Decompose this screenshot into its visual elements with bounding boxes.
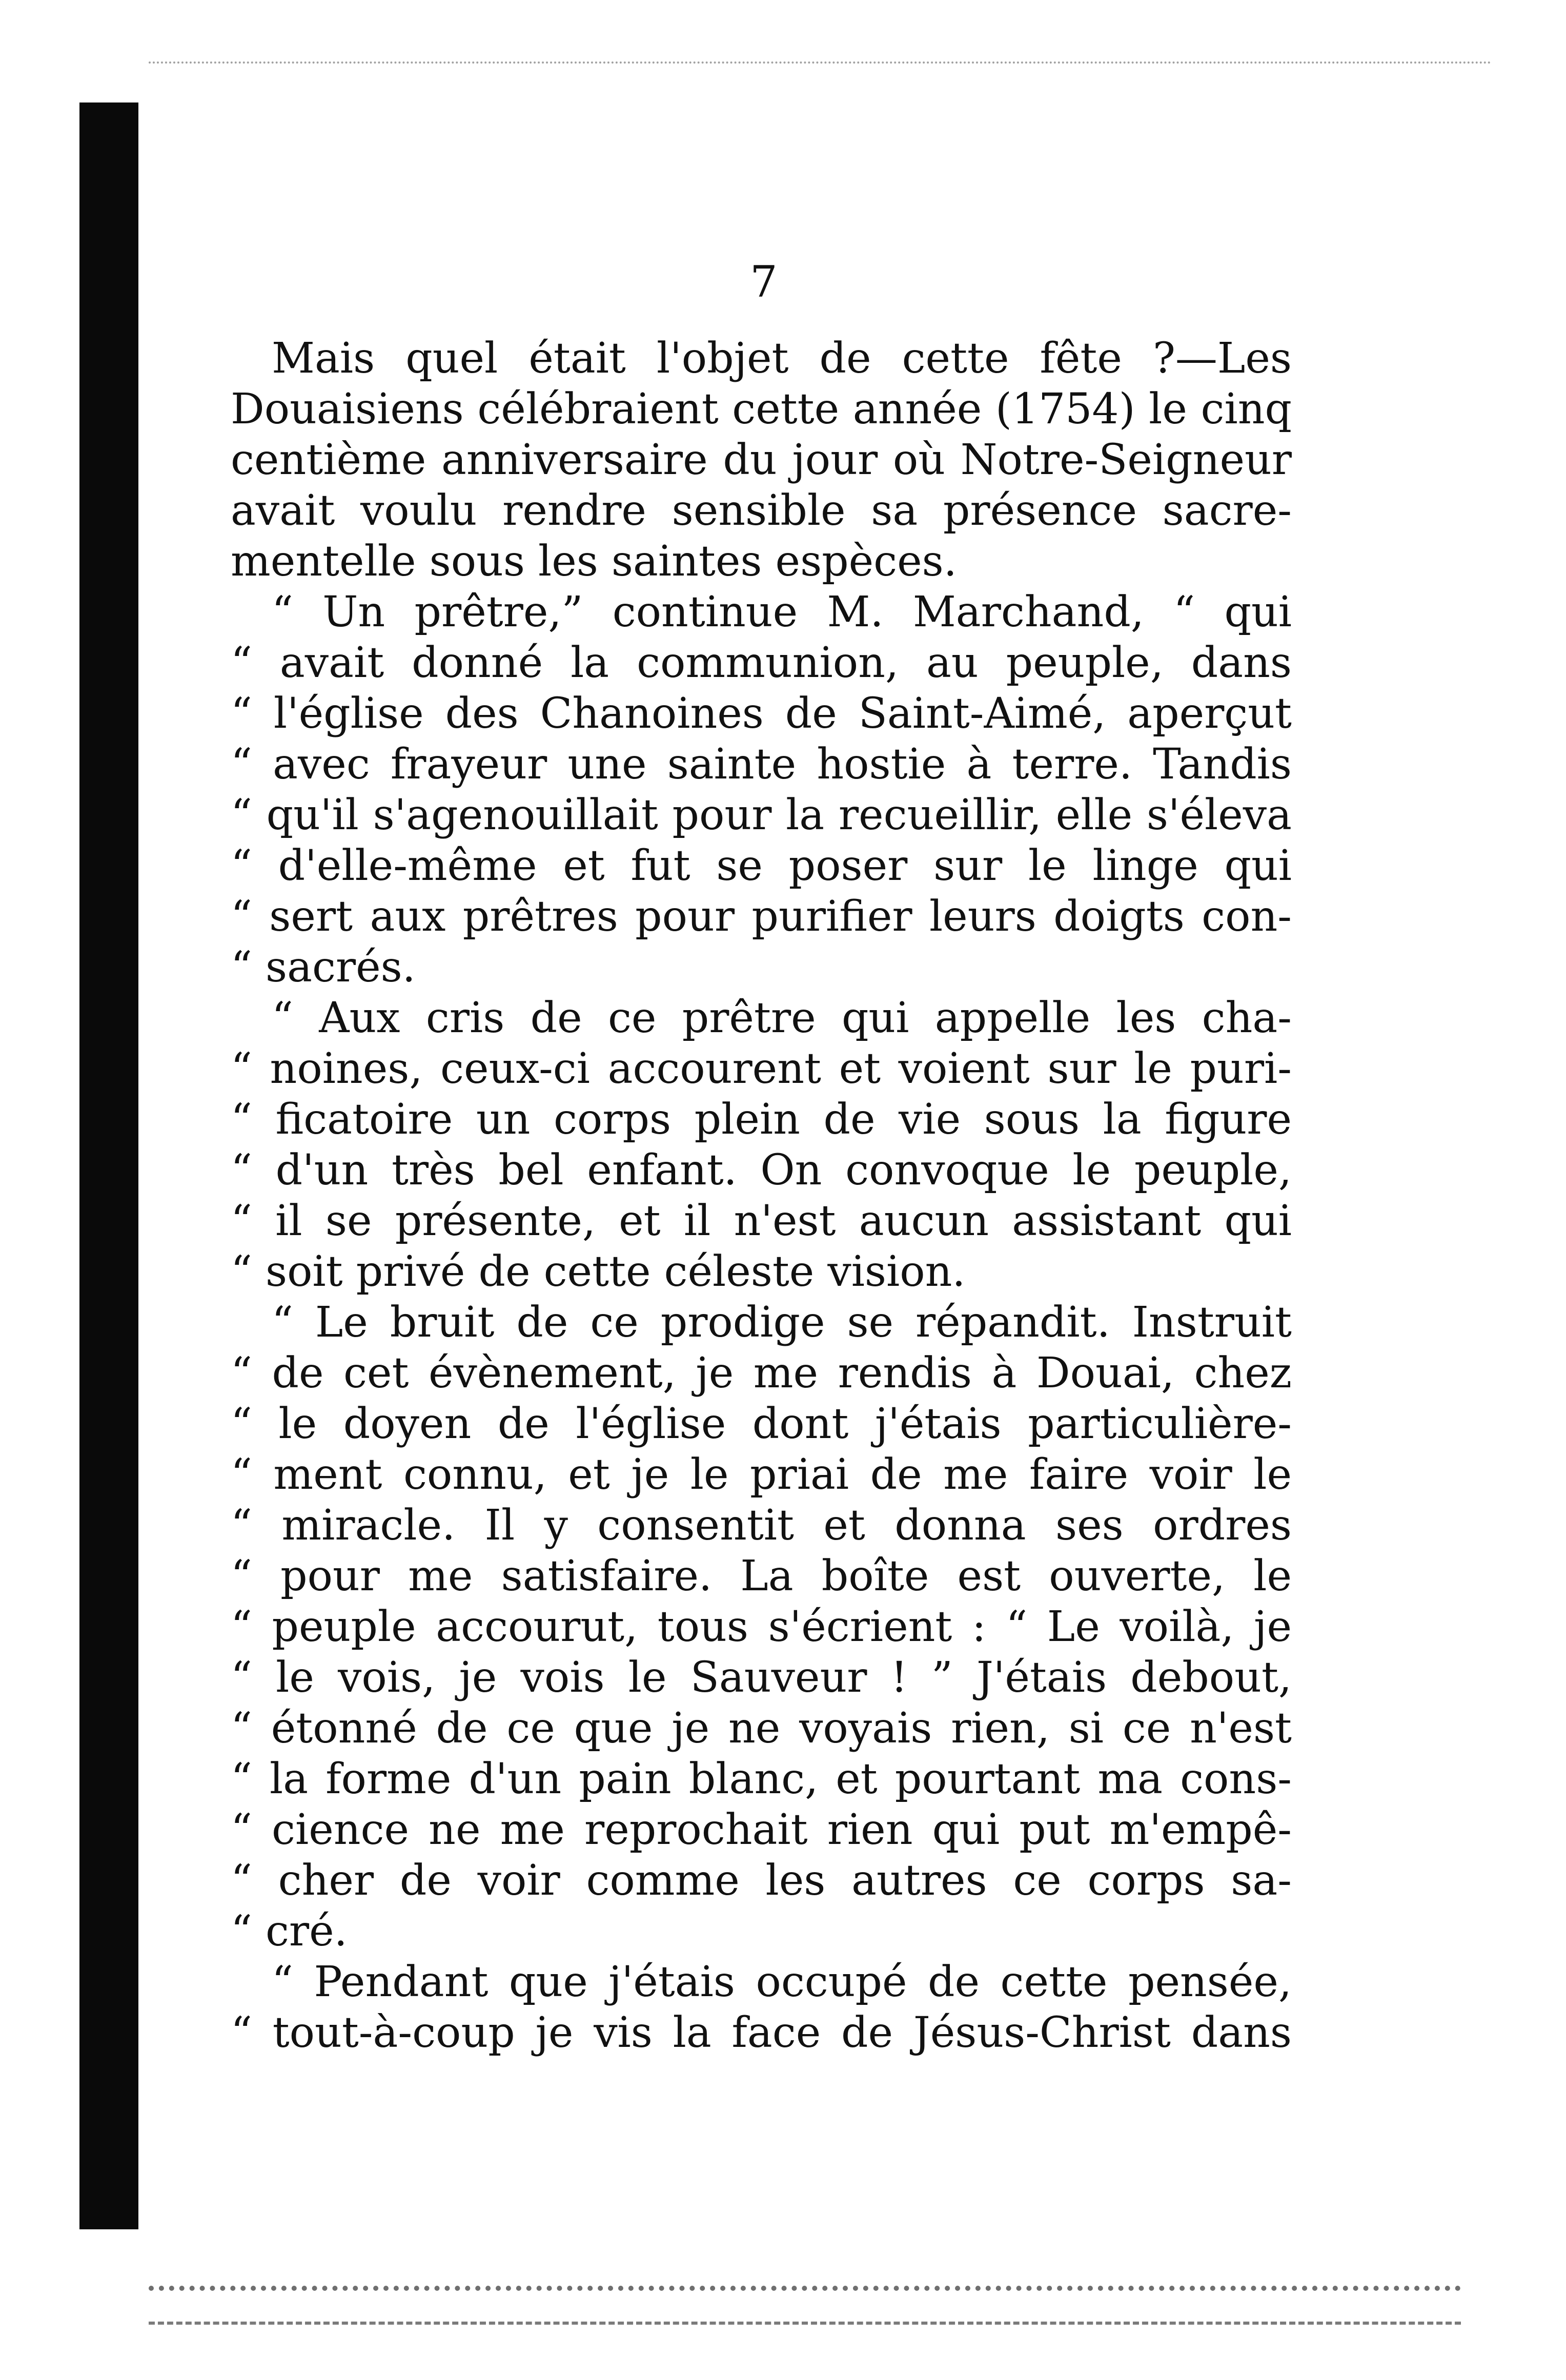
text-line: “ peuple accourut, tous s'écrient : “ Le voilà, je bbox=[231, 1603, 1292, 1651]
text-line: “ le doyen de l'église dont j'étais particulière- bbox=[231, 1400, 1292, 1448]
text-line: Douaisiens célébraient cette année (1754) le cinq bbox=[231, 385, 1292, 434]
text-line: “ le vois, je vois le Sauveur ! ” J'étais debout, bbox=[231, 1653, 1292, 1702]
text-line: “ noines, ceux-ci accourent et voient sur le puri- bbox=[231, 1044, 1292, 1093]
text-line: “ tout-à-coup je vis la face de Jésus-Christ dans bbox=[231, 2008, 1292, 2057]
text-line: “ cience ne me reprochait rien qui put m'empê- bbox=[231, 1805, 1292, 1854]
text-line: “ cher de voir comme les autres ce corps sa- bbox=[231, 1856, 1292, 1905]
text-line: “ sacrés. bbox=[231, 943, 416, 992]
text-line: “ pour me satisfaire. La boîte est ouverte, le bbox=[231, 1552, 1292, 1601]
page-number: 7 bbox=[750, 257, 778, 307]
text-line: avait voulu rendre sensible sa présence sacre- bbox=[231, 486, 1292, 535]
body-text bbox=[231, 333, 1292, 2058]
scan-speckle-bottom bbox=[149, 2286, 1461, 2325]
text-line: “ Le bruit de ce prodige se répandit. Instruit bbox=[272, 1298, 1292, 1347]
text-line: “ sert aux prêtres pour purifier leurs doigts con- bbox=[231, 892, 1292, 941]
text-line: “ d'elle-même et fut se poser sur le linge qui bbox=[231, 842, 1292, 890]
text-line: “ ficatoire un corps plein de vie sous la figure bbox=[231, 1095, 1292, 1144]
text-line: centième anniversaire du jour où Notre-Seigneur bbox=[231, 436, 1292, 484]
text-line: “ l'église des Chanoines de Saint-Aimé, aperçut bbox=[231, 689, 1292, 738]
text-line: “ qu'il s'agenouillait pour la recueillir, elle s'éleva bbox=[231, 791, 1292, 839]
text-line: mentelle sous les saintes espèces. bbox=[231, 537, 957, 586]
text-line: “ étonné de ce que je ne voyais rien, si ce n'est bbox=[231, 1704, 1292, 1753]
text-line: “ Un prêtre,” continue M. Marchand, “ qui bbox=[272, 588, 1292, 637]
text-line: “ la forme d'un pain blanc, et pourtant ma cons- bbox=[231, 1755, 1292, 1803]
text-line: Mais quel était l'objet de cette fête ?—Les bbox=[272, 334, 1292, 383]
text-line: “ soit privé de cette céleste vision. bbox=[231, 1247, 966, 1296]
text-line: “ de cet évènement, je me rendis à Douai, chez bbox=[231, 1349, 1292, 1398]
text-line: “ miracle. Il y consentit et donna ses ordres bbox=[231, 1501, 1292, 1550]
text-line: “ Aux cris de ce prêtre qui appelle les cha- bbox=[272, 994, 1292, 1042]
scan-binding-shadow bbox=[79, 102, 138, 2229]
text-line: “ avec frayeur une sainte hostie à terre. Tandis bbox=[231, 740, 1292, 789]
text-line: “ ment connu, et je le priai de me faire voir le bbox=[231, 1450, 1292, 1499]
text-line: “ cré. bbox=[231, 1907, 348, 1956]
text-line: “ avait donné la communion, au peuple, dans bbox=[231, 639, 1292, 687]
scan-speckle-top bbox=[149, 61, 1492, 79]
text-line: “ il se présente, et il n'est aucun assistant qui bbox=[231, 1197, 1292, 1245]
text-line: “ d'un très bel enfant. On convoque le peuple, bbox=[231, 1146, 1292, 1195]
text-line: “ Pendant que j'étais occupé de cette pensée, bbox=[272, 1958, 1292, 2006]
